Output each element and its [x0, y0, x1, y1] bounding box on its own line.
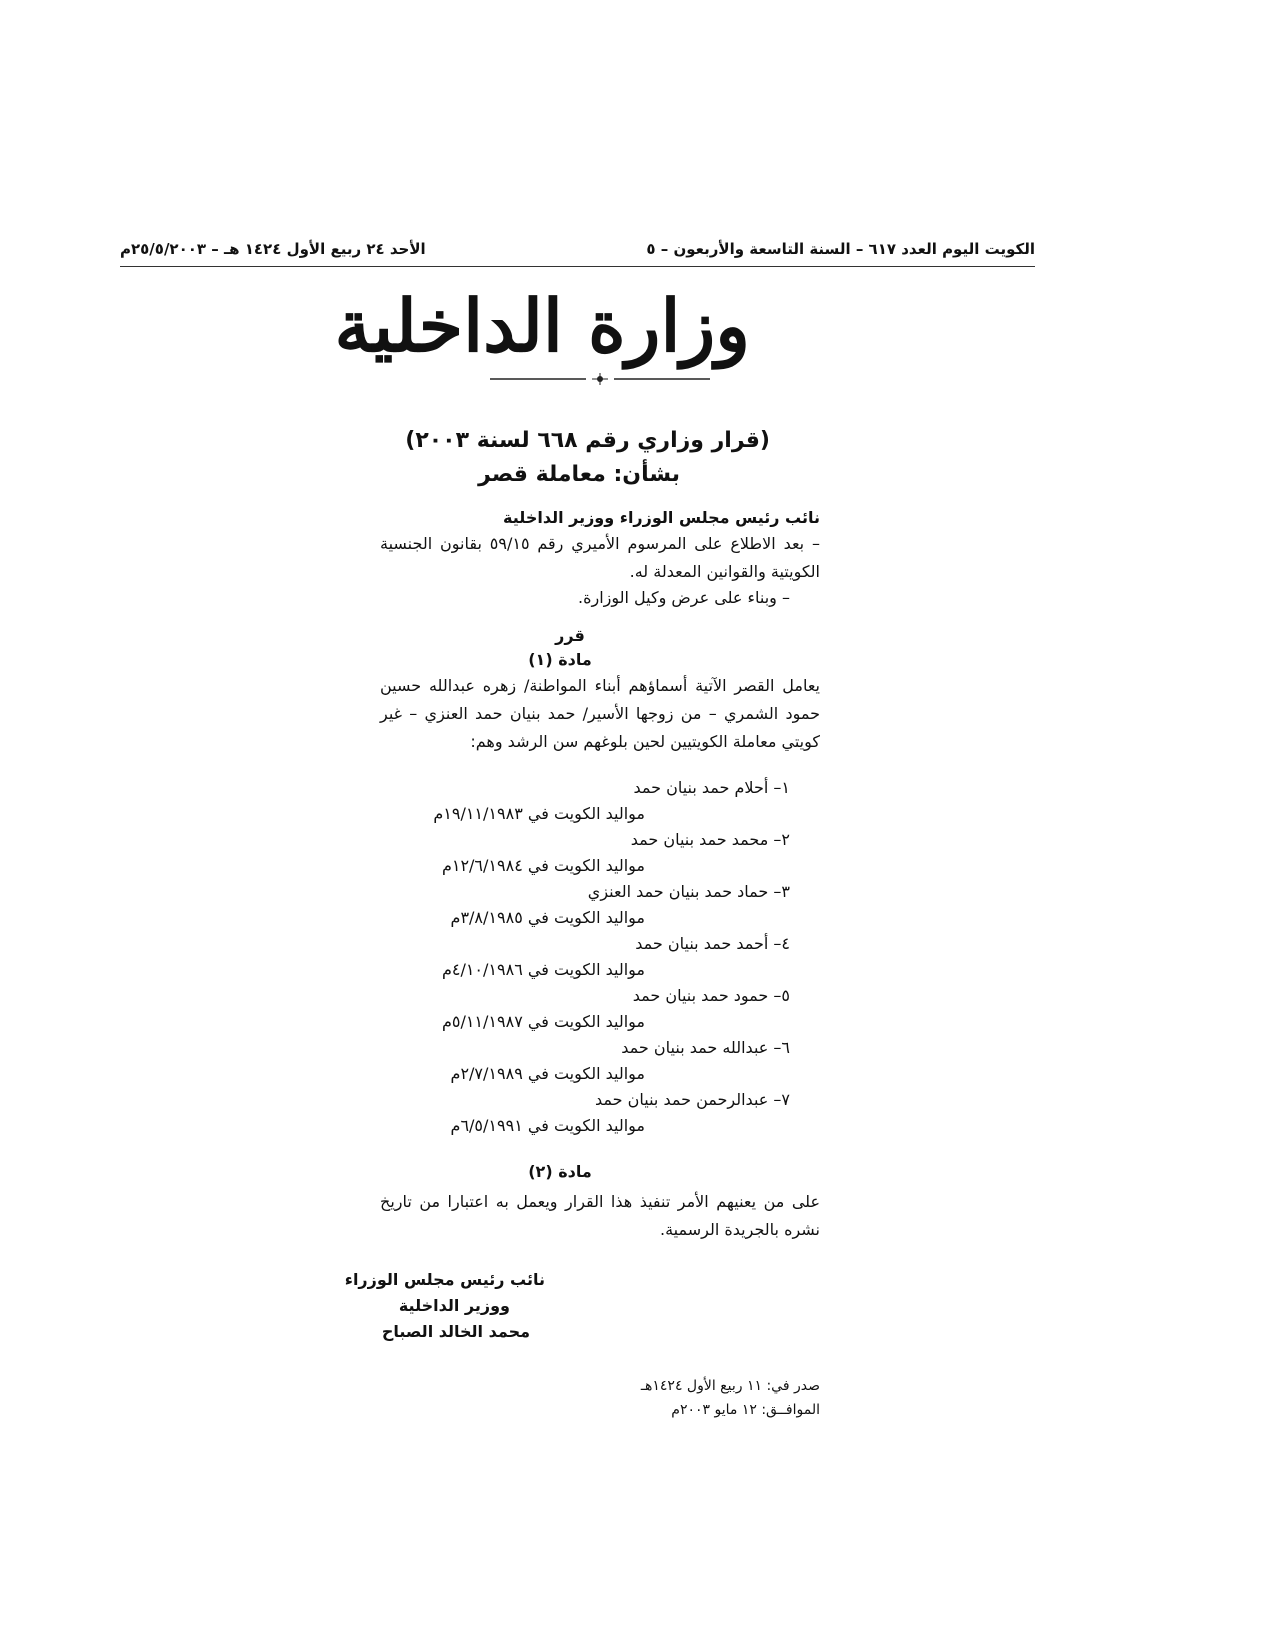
- minor-birth: مواليد الكويت في ١٢/٦/١٩٨٤م: [441, 856, 645, 875]
- minor-name: ١– أحلام حمد بنيان حمد: [633, 778, 790, 797]
- minor-name: ٧– عبدالرحمن حمد بنيان حمد: [595, 1090, 790, 1109]
- issued-date-hijri: صدر في: ١١ ربيع الأول ١٤٢٤هـ: [640, 1378, 820, 1394]
- minor-name: ٦– عبدالله حمد بنيان حمد: [621, 1038, 790, 1057]
- recital-decree: – بعد الاطلاع على المرسوم الأميري رقم ٥٩/١٥ بقانون الجنسية الكويتية والقوانين المعدلة له.: [380, 534, 820, 581]
- minor-birth: مواليد الكويت في ١٩/١١/١٩٨٣م: [433, 804, 645, 823]
- article-1-text: يعامل القصر الآتية أسماؤهم أبناء المواطنة/ زهره عبدالله حسين حمود الشمري – من زوجها الأسير/ حمد بنيان حمد العنزي – غير كويتي معاملة الكويتيين لحين بلوغهم سن الرشد وهم:: [380, 676, 820, 751]
- minor-birth: مواليد الكويت في ٥/١١/١٩٨٧م: [441, 1012, 645, 1031]
- decided-heading: قرر: [555, 626, 585, 645]
- gazette-issue-header: الكويت اليوم العدد ٦١٧ – السنة التاسعة والأربعون – ٥: [646, 240, 1035, 258]
- minor-birth: مواليد الكويت في ٢/٧/١٩٨٩م: [450, 1064, 645, 1083]
- minor-birth: مواليد الكويت في ٦/٥/١٩٩١م: [450, 1116, 645, 1135]
- minor-name: ٣– حماد حمد بنيان حمد العنزي: [587, 882, 790, 901]
- ornament-divider-icon: [490, 372, 710, 386]
- decree-title: (قرار وزاري رقم ٦٦٨ لسنة ٢٠٠٣): [405, 428, 770, 453]
- article-2-text: على من يعنيهم الأمر تنفيذ هذا القرار ويعمل به اعتبارا من تاريخ نشره بالجريدة الرسمية.: [380, 1192, 820, 1239]
- article-1-heading: مادة (١): [528, 650, 592, 669]
- minor-birth: مواليد الكويت في ٣/٨/١٩٨٥م: [450, 908, 645, 927]
- recital-proposal: – وبناء على عرض وكيل الوزارة.: [578, 588, 790, 607]
- signature-name: محمد الخالد الصباح: [381, 1322, 530, 1341]
- gazette-date-header: الأحد ٢٤ ربيع الأول ١٤٢٤ هـ – ٢٥/٥/٢٠٠٣م: [120, 240, 426, 258]
- header-rule: [120, 266, 1035, 267]
- minor-name: ٢– محمد حمد بنيان حمد: [630, 830, 790, 849]
- minor-name: ٥– حمود حمد بنيان حمد: [632, 986, 790, 1005]
- decree-subject: بشأن: معاملة قصر: [478, 462, 680, 487]
- article-2-heading: مادة (٢): [528, 1162, 592, 1181]
- minor-name: ٤– أحمد حمد بنيان حمد: [635, 934, 790, 953]
- signature-title-1: نائب رئيس مجلس الوزراء: [344, 1270, 545, 1289]
- ministry-title: وزارة الداخلية: [334, 283, 750, 368]
- issued-date-gregorian: الموافــق: ١٢ مايو ٢٠٠٣م: [671, 1402, 820, 1418]
- issuing-authority: نائب رئيس مجلس الوزراء ووزير الداخلية: [503, 508, 820, 527]
- minor-birth: مواليد الكويت في ٤/١٠/١٩٨٦م: [441, 960, 645, 979]
- signature-title-2: ووزير الداخلية: [398, 1296, 510, 1315]
